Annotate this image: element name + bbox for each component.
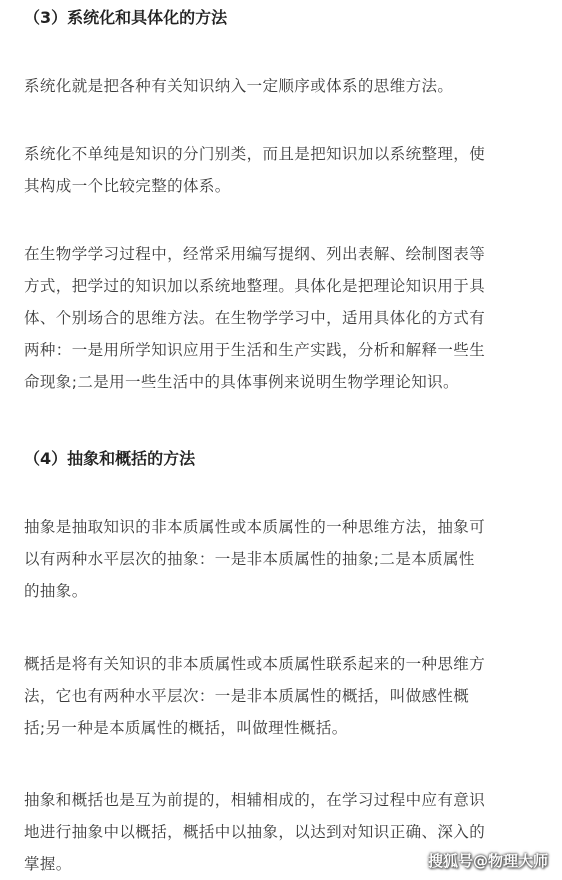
paragraph-line: 概括是将有关知识的非本质属性或本质属性联系起来的一种思维方	[24, 655, 486, 673]
paragraph-line: 在生物学学习过程中，经常采用编写提纲、列出表解、绘制图表等	[24, 245, 486, 263]
paragraph-line: 体、个别场合的思维方法。在生物学学习中，适用具体化的方式有	[24, 309, 486, 327]
paragraph-line: 两种：一是用所学知识应用于生活和生产实践，分析和解释一些生	[24, 341, 486, 359]
paragraph-line: 抽象是抽取知识的非本质属性或本质属性的一种思维方法，抽象可	[24, 518, 486, 536]
paragraph-line: 系统化就是把各种有关知识纳入一定顺序或体系的思维方法。	[24, 77, 454, 95]
paragraph-biology-learning	[24, 238, 544, 398]
paragraph-line: 掌握。	[24, 855, 72, 873]
sohu-watermark: 搜狐号@物理大师	[427, 852, 548, 870]
paragraph-line: 法，它也有两种水平层次：一是非本质属性的概括，叫做感性概	[24, 687, 470, 705]
paragraph-line: 抽象和概括也是互为前提的，相辅相成的，在学习过程中应有意识	[24, 791, 486, 809]
paragraph-line: 其构成一个比较完整的体系。	[24, 177, 231, 195]
paragraph-line: 命现象;二是用一些生活中的具体事例来说明生物学理论知识。	[24, 373, 459, 391]
section-heading-3: （3）系统化和具体化的方法	[24, 8, 228, 27]
paragraph-abstraction	[24, 511, 544, 607]
paragraph-line: 以有两种水平层次的抽象：一是非本质属性的抽象;二是本质属性	[24, 550, 475, 568]
paragraph-line: 括;另一种是本质属性的概括，叫做理性概括。	[24, 719, 348, 737]
paragraph-line: 地进行抽象中以概括，概括中以抽象，以达到对知识正确、深入的	[24, 823, 486, 841]
section-heading-4: （4）抽象和概括的方法	[24, 449, 196, 468]
paragraph-systematization-definition	[24, 70, 544, 102]
paragraph-systematization-detail	[24, 138, 544, 202]
paragraph-line: 的抽象。	[24, 582, 88, 600]
paragraph-generalization	[24, 648, 544, 744]
paragraph-line: 系统化不单纯是知识的分门别类，而且是把知识加以系统整理，使	[24, 145, 486, 163]
paragraph-line: 方式，把学过的知识加以系统地整理。具体化是把理论知识用于具	[24, 277, 486, 295]
